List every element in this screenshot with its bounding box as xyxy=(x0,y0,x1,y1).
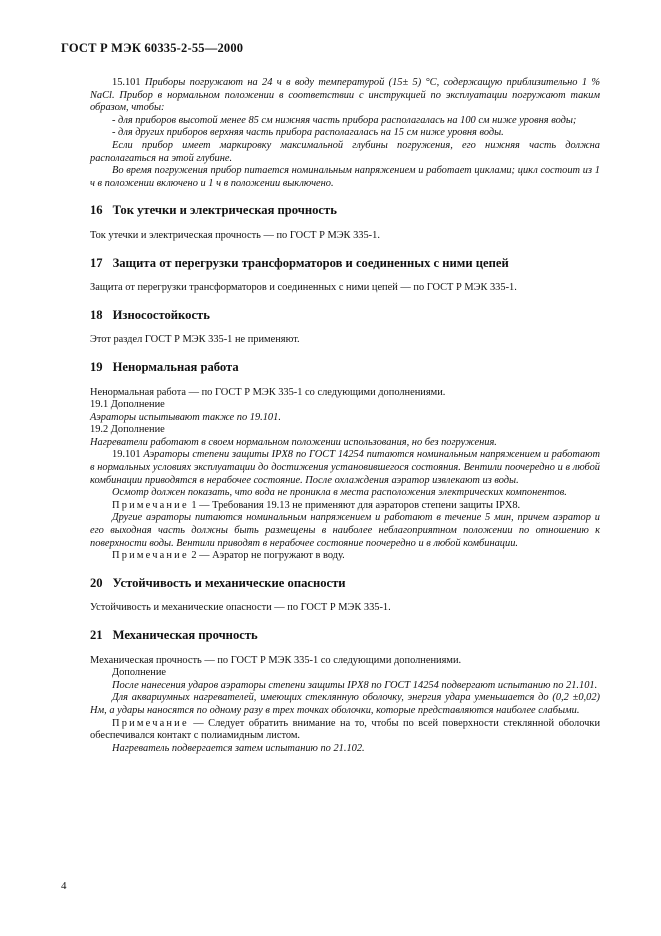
subclause-heading: 19.1 Дополнение xyxy=(90,399,165,411)
note xyxy=(90,718,600,743)
clause-number: 19.101 xyxy=(112,449,141,461)
section-20-heading xyxy=(90,577,600,590)
paragraph: Во время погружения прибор питается номинальным напряжением и работает циклами; цикл состоит из 1 ч в положении включено и 1 ч в положении выключено. xyxy=(90,165,600,189)
clause-text: Аэраторы степени защиты IPX8 по ГОСТ 14254 питаются номинальным напряжением и работают в нормальных условиях эксплуатации до достижения установившегося состояния. Вентили поочередно и в любой комбинации приводятся в нерабочее состояние. После охлаждения аэратор извлекают из воды. xyxy=(90,449,601,486)
paragraph: Осмотр должен показать, что вода не проникла в места расположения электрических компонентов. xyxy=(112,487,567,499)
section-title: Ток утечки и электрическая прочность xyxy=(112,203,337,218)
section-number: 18 xyxy=(90,307,103,322)
section-title: Механическая прочность xyxy=(112,628,258,642)
clause-15-101 xyxy=(90,77,600,115)
clause-number: 15.101 xyxy=(112,77,141,88)
note-text: 2 — Аэратор не погружают в воду. xyxy=(188,550,345,562)
section-number: 21 xyxy=(90,628,103,642)
list-item: - для других приборов верхняя часть прибора располагалась на 15 см ниже уровня воды. xyxy=(112,127,504,139)
section-number: 17 xyxy=(90,255,103,270)
note-label: Примечание xyxy=(112,499,189,511)
paragraph: Устойчивость и механические опасности — по ГОСТ Р МЭК 335-1. xyxy=(90,602,391,614)
note-label: Примечание xyxy=(112,550,189,562)
section-number: 20 xyxy=(90,575,103,590)
section-17-heading xyxy=(90,257,600,270)
paragraph: Этот раздел ГОСТ Р МЭК 335-1 не применяют. xyxy=(90,334,300,346)
note-text: 1 — Требования 19.13 не применяют для аэраторов степени защиты IPX8. xyxy=(188,499,521,511)
paragraph: Другие аэраторы питаются номинальным напряжением и работают в течение 5 мин, причем аэратор и его выходная часть должны быть размещены в наиболее неблагоприятном положении по отношению к поверхности воды. Вентили приводят в нерабочее состояние поочередно и в любой комбинации. xyxy=(90,512,600,549)
section-18-heading xyxy=(90,309,600,322)
paragraph: Механическая прочность — по ГОСТ Р МЭК 335-1 со следующими дополнениями. xyxy=(90,654,462,666)
paragraph: Защита от перегрузки трансформаторов и соединенных с ними цепей — по ГОСТ Р МЭК 335-1. xyxy=(90,282,517,294)
note xyxy=(90,550,600,563)
section-number: 19 xyxy=(90,359,103,374)
subclause-heading: Дополнение xyxy=(112,667,166,679)
note-text: — Следует обратить внимание на то, чтобы по всей поверхности стеклянной оболочки обеспечивался контакт с полиамидным листом. xyxy=(90,717,600,742)
paragraph: Нагреватель подвергается затем испытанию по 21.102. xyxy=(112,742,365,754)
subclause-heading: 19.2 Дополнение xyxy=(90,424,165,436)
section-title: Защита от перегрузки трансформаторов и соединенных с ними цепей xyxy=(112,255,509,270)
paragraph: Для аквариумных нагревателей, имеющих стеклянную оболочку, энергия удара уменьшается до (0,2 ±0,02) Нм, а удары наносятся по одному разу в трех точках оболочки, которые представляются наиболее слабыми. xyxy=(90,692,600,716)
document-header: ГОСТ Р МЭК 60335-2-55—2000 xyxy=(61,41,244,55)
paragraph: Нагреватели работают в своем нормальном положении использования, но без погружения. xyxy=(90,436,497,448)
section-title: Износостойкость xyxy=(112,307,210,322)
note xyxy=(90,500,600,513)
paragraph: Ненормальная работа — по ГОСТ Р МЭК 335-1 со следующими дополнениями. xyxy=(90,386,446,398)
paragraph: После нанесения ударов аэраторы степени защиты IPX8 по ГОСТ 14254 подвергают испытанию по 21.101. xyxy=(112,679,598,691)
section-number: 16 xyxy=(90,203,103,218)
page-body xyxy=(90,77,600,755)
clause-19-101 xyxy=(90,449,600,487)
paragraph: Ток утечки и электрическая прочность — по ГОСТ Р МЭК 335-1. xyxy=(90,229,380,241)
list-item: - для приборов высотой менее 85 см нижняя часть прибора располагалась на 100 см ниже уровня воды; xyxy=(112,114,577,126)
section-19-heading xyxy=(90,361,600,374)
section-title: Устойчивость и механические опасности xyxy=(112,575,346,590)
note-label: Примечание xyxy=(112,717,189,729)
section-21-heading xyxy=(90,629,600,642)
section-16-heading xyxy=(90,204,600,217)
paragraph: Аэраторы испытывают также по 19.101. xyxy=(90,411,281,423)
section-title: Ненормальная работа xyxy=(112,359,239,374)
page-number: 4 xyxy=(61,880,67,892)
clause-text: Приборы погружают на 24 ч в воду температурой (15± 5) °С, содержащую приблизительно 1 % NaCl. Прибор в нормальном положении в соответствии с инструкцией по эксплуатации погружают таким образом, чтобы: xyxy=(90,77,600,114)
paragraph: Если прибор имеет маркировку максимальной глубины погружения, его нижняя часть должна располагаться на этой глубине. xyxy=(90,139,600,164)
